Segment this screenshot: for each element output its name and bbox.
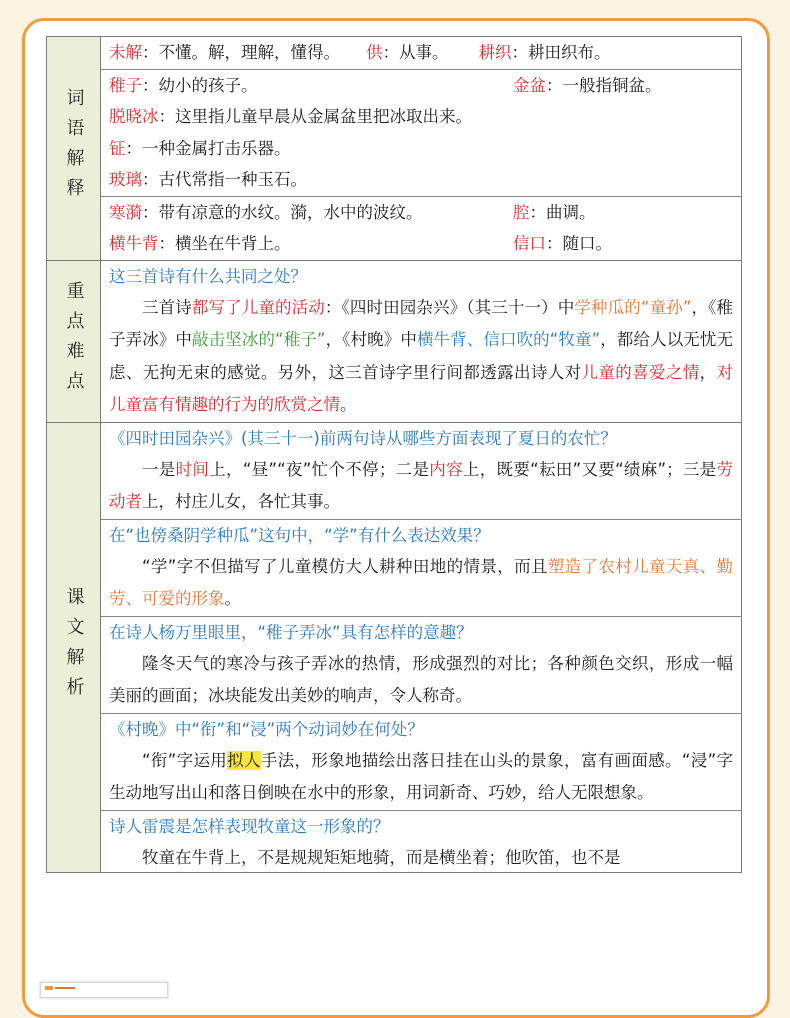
answer-emphasis: 对儿童富有情趣的行为的欣赏之情 (109, 362, 733, 414)
vocab-term: 信口 (513, 234, 546, 253)
answer-span: 一是 (142, 459, 176, 479)
vocab-def: ：随口。 (546, 234, 612, 253)
answer-emphasis: 时间 (175, 459, 210, 479)
answer-span: 隆冬天气的寒冷与孩子弄冰的热情，形成强烈的对比；各种颜色交织，形成一幅美丽的画面；冰块能发出美妙的响声，令人称奇。 (109, 653, 733, 705)
vocab-def: ：古代常指一种玉石。 (142, 170, 307, 189)
vocab-def: ：曲调。 (529, 202, 596, 222)
answer-emphasis: 儿童的喜爱之情 (581, 362, 700, 382)
answer-span: ，都给人以无忧无虑、无拘无束的感觉。另外，这三首诗字里行间都透露出诗人对 (109, 330, 734, 382)
answer-text (101, 842, 741, 872)
highlighted-term: 拟人 (227, 750, 261, 770)
answer-text (101, 551, 741, 616)
vocab-term: 稚子 (109, 75, 142, 95)
qa-block (101, 713, 741, 810)
vocab-def: ：一种金属打击乐器。 (125, 138, 291, 158)
vocab-right (513, 197, 596, 229)
text-analysis-content (101, 423, 741, 872)
vocab-def: ：一般指铜盆。 (546, 75, 662, 95)
vocab-def: ：带有凉意的水纹。漪，水中的波纹。 (142, 202, 423, 222)
answer-span: 上，村庄儿女，各忙其事。 (142, 492, 340, 511)
thumbnail-header-line (55, 987, 75, 989)
answer-span: 牧童在牛背上，不是规规矩矩地骑，而是横坐着；他吹笛，也不是 (142, 847, 621, 867)
study-table (46, 36, 742, 873)
vocab-right (513, 228, 612, 260)
vocab-def: ：这里指儿童早晨从金属盆里把冰取出来。 (158, 107, 472, 126)
vocab-term: 供 (366, 43, 383, 62)
answer-emphasis: 敲击坚冰的“稚子” (192, 330, 326, 349)
vocab-row (101, 69, 741, 102)
vocab-term: 脱晓冰 (109, 107, 159, 126)
vocab-term: 未解 (109, 43, 142, 62)
section-text-analysis (47, 422, 741, 872)
vocab-term: 玻璃 (109, 170, 142, 189)
thumbnail-logo-icon (45, 986, 53, 990)
vocab-term: 横牛背 (109, 234, 159, 253)
key-points-content (101, 261, 741, 422)
answer-text (101, 745, 741, 810)
answer-emphasis: 学种瓜的“童孙” (574, 297, 692, 317)
answer-span: 三首诗 (142, 297, 192, 317)
vocab-def: ：不懂。解，理解，懂得。 (142, 43, 340, 62)
section-label-key-points (47, 261, 101, 422)
vocab-term: 寒漪 (109, 202, 142, 222)
vocab-term: 腔 (513, 202, 530, 222)
answer-span: 。 (340, 395, 357, 414)
vocab-def: ：幼小的孩子。 (142, 75, 258, 95)
vocab-term: 钲 (109, 138, 126, 158)
answer-span: 上，“昼”“夜”忙个不停；二是 (209, 459, 430, 479)
answer-span: ，《稚子弄冰》中 (109, 297, 734, 349)
section-label-text: 重点难点 (63, 281, 85, 401)
question-text: 《村晚》中“衔”和“浸”两个动词妙在何处？ (109, 719, 424, 739)
vocab-row (101, 228, 741, 260)
qa-block (101, 261, 741, 422)
vocab-right (513, 70, 662, 102)
qa-block (101, 810, 741, 872)
answer-span: 手法，形象地描绘出落日挂在山头的景象，富有画面感。“浸”字生动地写出山和落日倒映在水中的形象，用词新奇、巧妙，给人无限想象。 (109, 750, 733, 802)
section-vocabulary (47, 37, 741, 260)
vocab-def: ：横坐在牛背上。 (158, 234, 291, 253)
question-text: 在诗人杨万里眼里，“稚子弄冰”具有怎样的意趣？ (109, 622, 473, 642)
vocab-def: ：从事。 (382, 43, 449, 62)
answer-span: ：《四时田园杂兴》（其三十一）中 (324, 297, 575, 317)
answer-span: ， (699, 362, 717, 382)
section-label-text: 课文解析 (63, 587, 85, 707)
answer-emphasis: 劳动者 (109, 459, 734, 511)
answer-emphasis: 内容 (429, 459, 463, 479)
section-label-text-analysis (47, 423, 101, 872)
question-text: 这三首诗有什么共同之处？ (109, 266, 307, 286)
qa-block (101, 519, 741, 616)
vocabulary-content (101, 37, 741, 260)
answer-emphasis: 横牛背、信口吹的“牧童” (416, 330, 601, 349)
section-label-text: 词语解释 (63, 88, 85, 209)
answer-emphasis: 塑造了农村儿童天真、勤劳、可爱的形象 (109, 556, 733, 608)
section-key-points (47, 260, 741, 422)
qa-block (101, 423, 741, 519)
answer-span: 。 (224, 589, 241, 608)
question-text: 《四时田园杂兴》(其三十一)前两句诗从哪些方面表现了夏日的农忙？ (109, 428, 617, 448)
answer-span: ，《村晚》中 (325, 330, 417, 349)
section-label-vocabulary (47, 37, 101, 260)
qa-block (101, 616, 741, 713)
answer-span: “学”字不但描写了儿童模仿大人耕种田地的情景，而且 (142, 556, 548, 576)
answer-span: 上，既要“耘田”又要“绩麻”；三是 (462, 459, 717, 479)
answer-emphasis: 都写了儿童的活动 (191, 297, 325, 317)
question-text: 在“也傍桑阴学种瓜”这句中，“学”有什么表达效果？ (109, 525, 490, 545)
vocab-row (101, 101, 741, 133)
answer-text (101, 648, 741, 713)
vocab-row (101, 37, 741, 69)
answer-text (101, 454, 741, 519)
answer-text (101, 292, 741, 422)
page-thumbnail[interactable] (40, 982, 168, 998)
question-text: 诗人雷震是怎样表现牧童这一形象的？ (109, 816, 390, 836)
answer-span: “衔”字运用 (142, 750, 228, 770)
vocab-def: ：耕田织布。 (511, 43, 611, 62)
vocab-term: 金盆 (513, 75, 546, 95)
vocab-row (101, 164, 741, 196)
vocab-row (101, 133, 741, 165)
vocab-term: 耕织 (478, 43, 512, 62)
vocab-row (101, 196, 741, 229)
